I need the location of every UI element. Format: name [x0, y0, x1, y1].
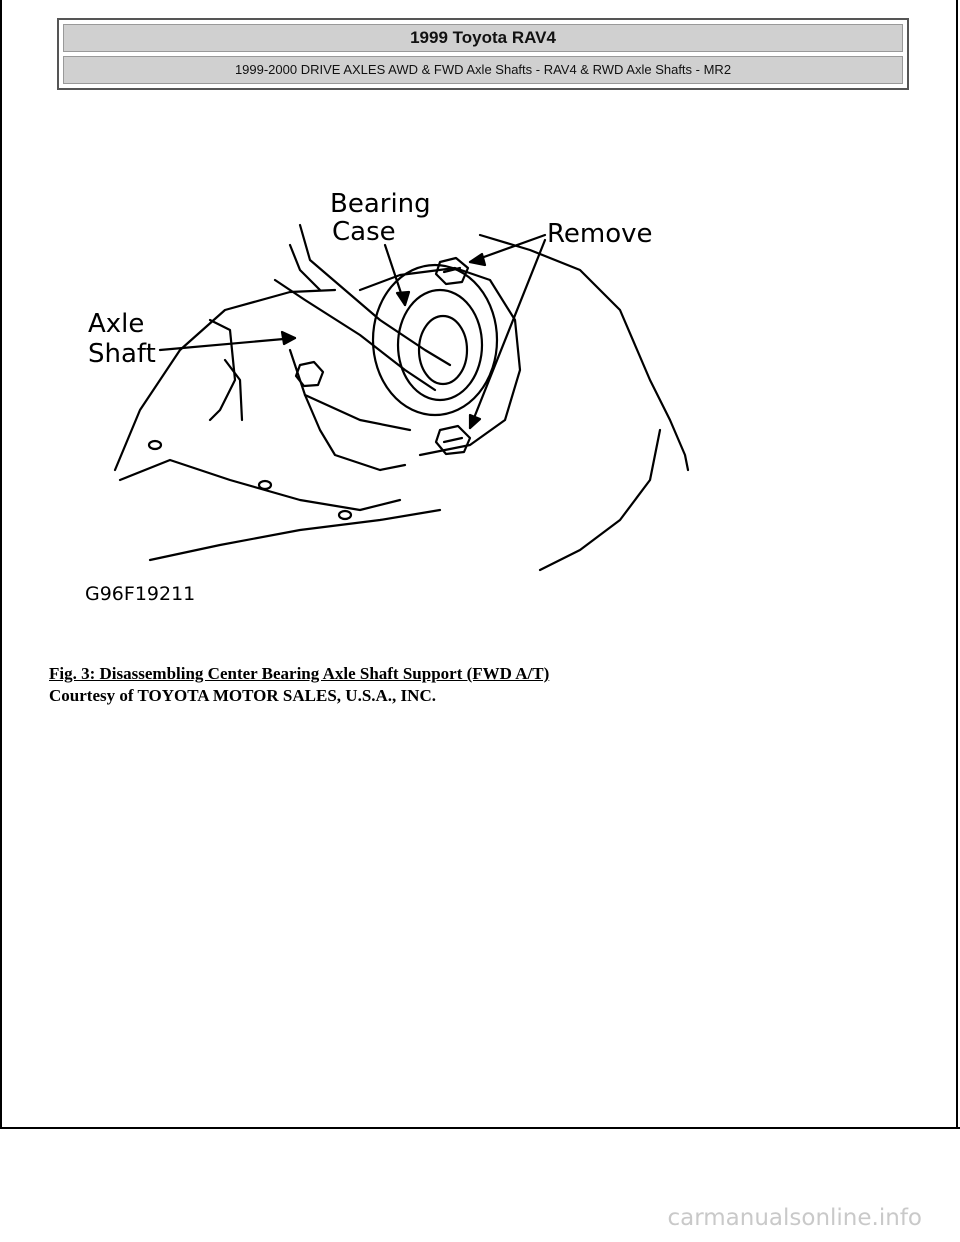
axle-shaft-illustration [60, 180, 720, 610]
caption-credit: Courtesy of TOYOTA MOTOR SALES, U.S.A., INC. [49, 686, 436, 705]
label-axle-line1: Axle [88, 309, 145, 339]
housing-outline [115, 290, 335, 470]
document-header [57, 18, 909, 90]
bearing-case-outer [373, 265, 497, 415]
caption-title: Fig. 3: Disassembling Center Bearing Axle Shaft Support (FWD A/T) [49, 664, 550, 683]
label-case-line2: Case [332, 217, 396, 247]
right-body-lower [540, 430, 660, 570]
bolt-lower [436, 426, 470, 454]
page-bottom-rule [0, 1127, 960, 1129]
header-title: 1999 Toyota RAV4 [63, 24, 903, 52]
label-remove: Remove [547, 219, 653, 249]
bolt-left [296, 362, 323, 386]
figure-caption [49, 663, 549, 707]
header-subtitle: 1999-2000 DRIVE AXLES AWD & FWD Axle Shafts - RAV4 & RWD Axle Shafts - MR2 [63, 56, 903, 84]
label-bearing-line1: Bearing [330, 189, 431, 219]
figure-code: G96F19211 [85, 583, 196, 605]
watermark: carmanualsonline.info [667, 1205, 922, 1231]
floor-line [150, 510, 440, 560]
right-body-outline [480, 235, 688, 470]
leader-axle-shaft [160, 338, 295, 350]
label-shaft-line2: Shaft [88, 339, 156, 369]
